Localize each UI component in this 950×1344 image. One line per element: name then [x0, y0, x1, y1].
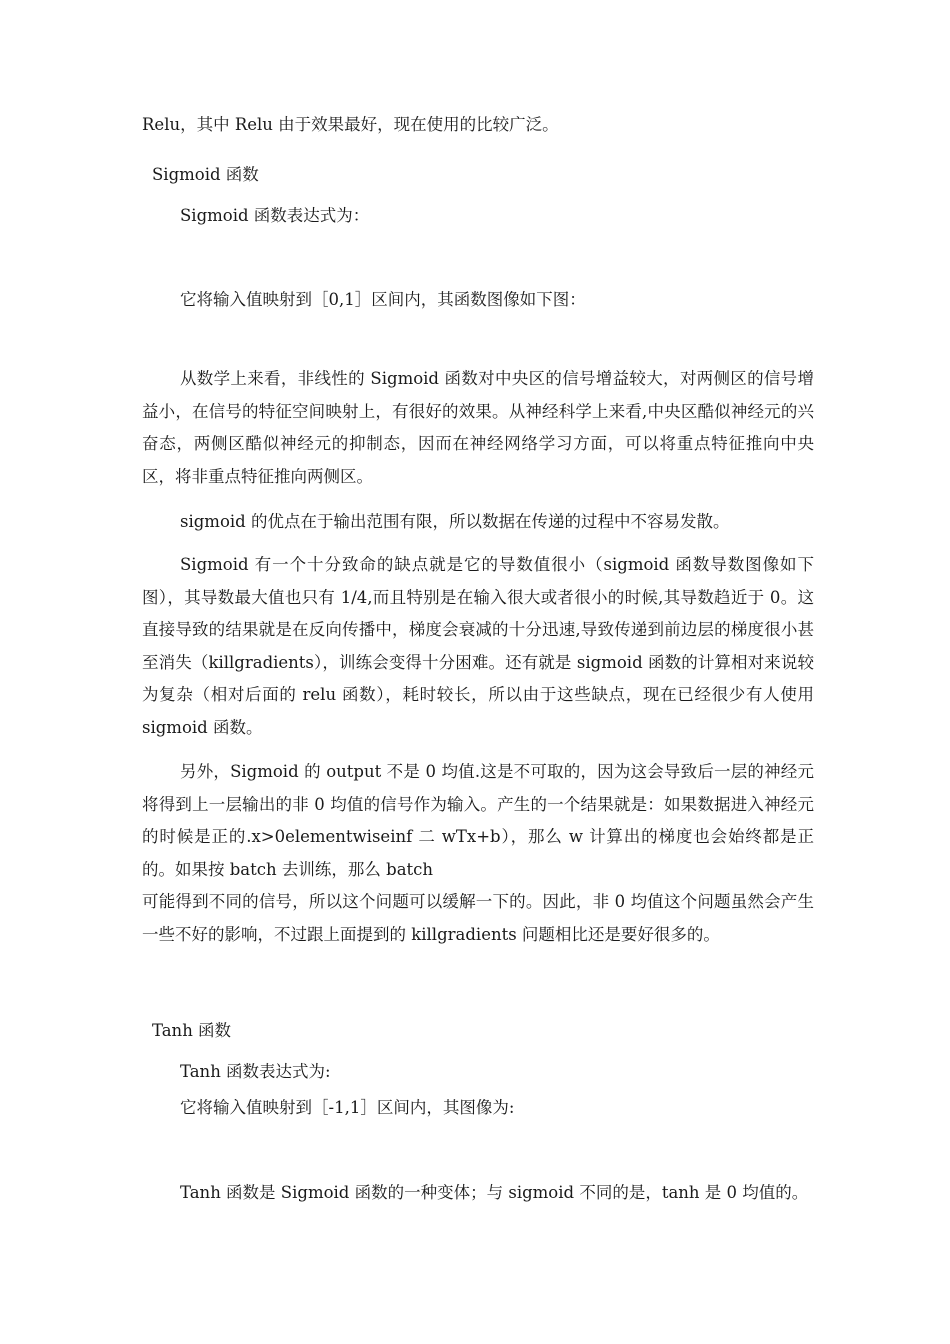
tanh-expression-intro: Tanh 函数表达式为: [180, 1062, 331, 1081]
sigmoid-range-line: 它将输入值映射到［0,1］区间内，其函数图像如下图： [180, 290, 586, 309]
tanh-paragraph-1: Tanh 函数是 Sigmoid 函数的一种变体；与 sigmoid 不同的是，tanh 是 0 均值的。 [180, 1183, 809, 1202]
sigmoid-paragraph-5: 可能得到不同的信号，所以这个问题可以缓解一下的。因此，非 0 均值这个问题虽然会产生一些不好的影响，不过跟上面提到的 killgradients 问题相比还是要好很多的。 [142, 892, 814, 944]
intro-line: Relu，其中 Relu 由于效果最好，现在使用的比较广泛。 [142, 115, 559, 134]
sigmoid-paragraph-1: 从数学上来看，非线性的 Sigmoid 函数对中央区的信号增益较大，对两侧区的信号增益小，在信号的特征空间映射上，有很好的效果。从神经科学上来看,中央区酷似神经元的兴奋态，两侧区酷似神经元的抑制态，因而在神经网络学习方面，可以将重点特征推向中央区，将非重点特征推向两侧区。 [142, 369, 814, 486]
sigmoid-paragraph-4: 另外，Sigmoid 的 output 不是 0 均值.这是不可取的，因为这会导致后一层的神经元将得到上一层输出的非 0 均值的信号作为输入。产生的一个结果就是：如果数据进入神经元的时候是正的.x>0elementwiseinf 二 wTx+b），那么 w 计算出的梯度也会始终都是正的。如果按 batch 去训练，那么 batch [142, 762, 814, 879]
sigmoid-paragraph-3: Sigmoid 有一个十分致命的缺点就是它的导数值很小（sigmoid 函数导数图像如下图），其导数最大值也只有 1/4,而且特别是在输入很大或者很小的时候,其导数趋近于 0。这直接导致的结果就是在反向传播中，梯度会衰减的十分迅速,导致传递到前边层的梯度很小甚至消失（killgradients），训练会变得十分困难。还有就是 sigmoid 函数的计算相对来说较为复杂（相对后面的 relu 函数），耗时较长，所以由于这些缺点，现在已经很少有人使用 sigmoid 函数。 [142, 555, 814, 737]
tanh-range-line: 它将输入值映射到［-1,1］区间内，其图像为: [180, 1098, 515, 1117]
tanh-heading: Tanh 函数 [152, 1021, 232, 1040]
sigmoid-paragraph-2: sigmoid 的优点在于输出范围有限，所以数据在传递的过程中不容易发散。 [180, 512, 730, 531]
sigmoid-heading: Sigmoid 函数 [152, 165, 259, 184]
sigmoid-expression-intro: Sigmoid 函数表达式为： [180, 206, 370, 225]
